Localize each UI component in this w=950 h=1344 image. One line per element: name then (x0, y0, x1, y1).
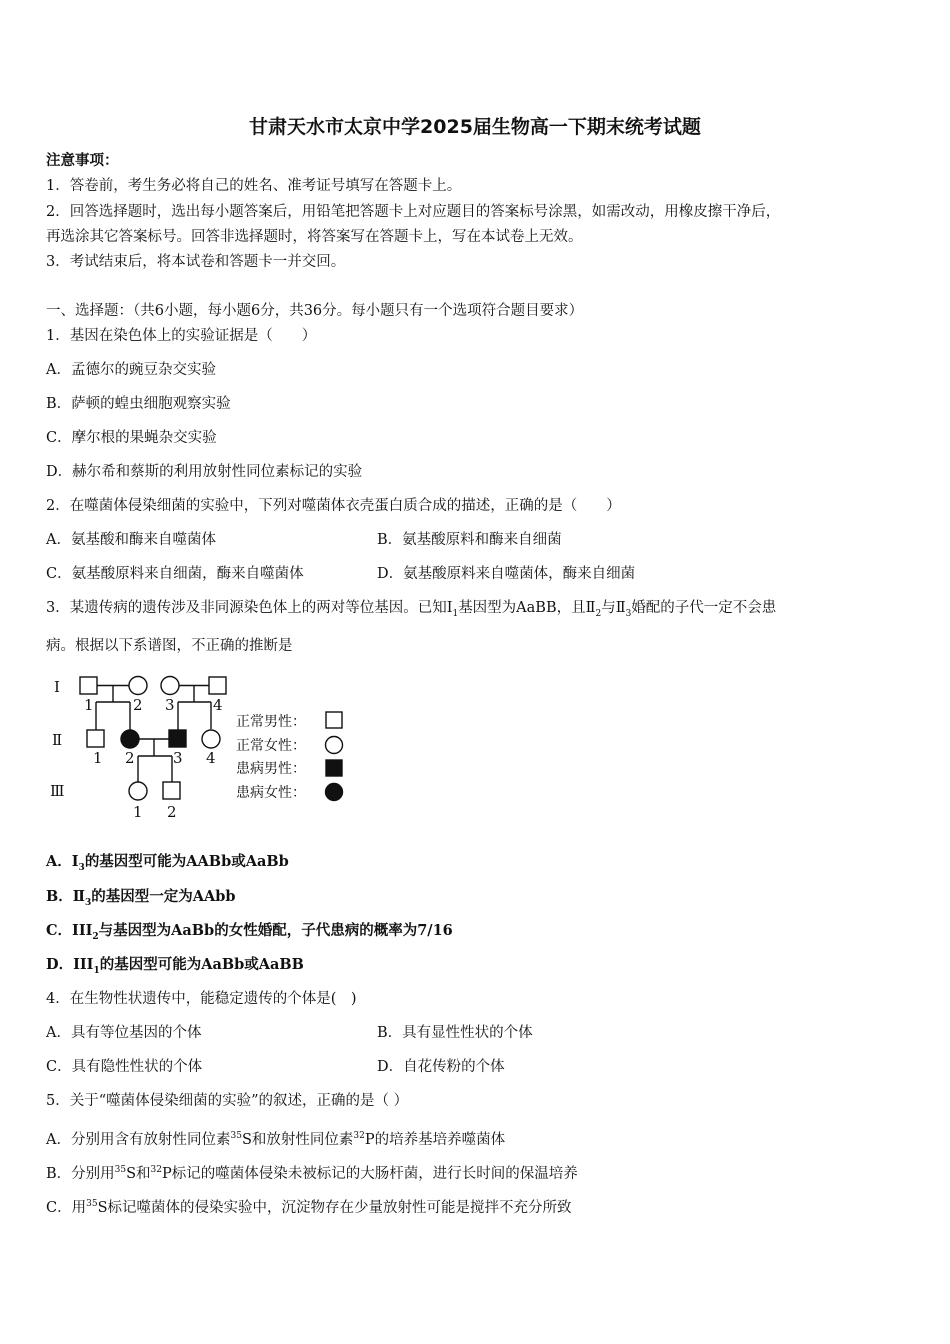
gen2-number: 2 (125, 749, 135, 767)
gen3-female-1 (129, 782, 147, 800)
gen2-affected-female-2 (121, 730, 139, 748)
q3-stem-part: 与Ⅱ (601, 600, 626, 616)
superscript: 32 (150, 1165, 162, 1175)
notice-item: 2．回答选择题时，选出每小题答案后，用铅笔把答题卡上对应题目的答案标号涂黑，如需改动，用橡皮擦干净后， (46, 204, 781, 220)
notice-item: 再选涂其它答案标号。回答非选择题时，将答案写在答题卡上，写在本试卷上无效。 (46, 229, 583, 245)
q3-stem-part: 基因型为AaBB，且Ⅱ (458, 600, 596, 616)
q5-option-a (46, 1126, 505, 1150)
legend-normal-male-icon (326, 712, 342, 728)
option-text: C．III (46, 922, 93, 939)
subscript: 3 (78, 862, 85, 873)
question-3-stem-line2: 病。根据以下系谱图，不正确的推断是 (46, 638, 293, 654)
subscript: 3 (84, 897, 92, 908)
gen-label-2: Ⅱ (52, 731, 63, 749)
option-text: S标记噬菌体的侵染实验中，沉淀物存在少量放射性可能是搅拌不充分所致 (97, 1199, 572, 1216)
legend-affected-male-icon (326, 760, 342, 776)
legend-normal-female-icon (326, 737, 343, 754)
q3-option-d (46, 955, 304, 981)
q2-option-d: D．氨基酸原料来自噬菌体，酶来自细菌 (377, 566, 636, 582)
legend-label: 正常男性： (236, 714, 306, 730)
option-text: S和 (126, 1165, 151, 1182)
option-text: C．用 (46, 1199, 87, 1216)
q3-option-c (46, 921, 453, 947)
question-1-stem: 1．基因在染色体上的实验证据是（ ） (46, 328, 317, 344)
gen3-male-2 (163, 782, 180, 799)
subscript: 2 (595, 608, 602, 619)
option-text: 的基因型可能为AaBb或AaBB (99, 956, 304, 973)
question-4-stem: 4．在生物性状遗传中，能稳定遗传的个体是( ) (46, 991, 357, 1007)
q3-stem-part: 3．某遗传病的遗传涉及非同源染色体上的两对等位基因。已知I (46, 600, 453, 616)
gen1-female-2 (129, 677, 147, 695)
q3-stem-part: 婚配的子代一定不会患 (631, 600, 777, 616)
gen2-female-4 (202, 730, 220, 748)
gen2-affected-male-3 (169, 730, 186, 747)
superscript: 32 (353, 1131, 365, 1141)
gen3-number: 1 (133, 803, 143, 821)
section-heading: 一、选择题：（共6小题，每小题6分，共36分。每小题只有一个选项符合题目要求） (46, 303, 584, 319)
gen2-male-1 (87, 730, 104, 747)
superscript: 35 (230, 1131, 242, 1141)
option-text: D．III (46, 956, 94, 973)
gen3-number: 2 (167, 803, 177, 821)
legend-affected-female-icon (326, 784, 343, 801)
q4-option-c: C．具有隐性性状的个体 (46, 1059, 203, 1075)
q3-option-b (46, 887, 236, 913)
gen1-number: 2 (133, 696, 143, 714)
option-text: A．Ⅰ (46, 853, 79, 870)
legend-label: 患病女性： (236, 785, 306, 801)
gen1-male-1 (80, 677, 97, 694)
gen-label-1: Ⅰ (54, 678, 60, 696)
gen2-number: 3 (173, 749, 183, 767)
gen2-number: 4 (206, 749, 216, 767)
q4-option-d: D．自花传粉的个体 (377, 1059, 505, 1075)
notice-heading: 注意事项： (46, 152, 119, 169)
q3-option-a (46, 852, 289, 878)
gen-label-3: Ⅲ (50, 782, 65, 800)
superscript: 35 (86, 1199, 98, 1209)
question-5-stem: 5．关于“噬菌体侵染细菌的实验”的叙述，正确的是（ ） (46, 1093, 409, 1109)
q4-option-b: B．具有显性性状的个体 (377, 1025, 533, 1041)
gen1-female-3 (161, 677, 179, 695)
legend-label: 患病男性： (236, 761, 306, 777)
q5-option-c (46, 1194, 572, 1218)
question-3-stem (46, 598, 776, 624)
pedigree-chart (44, 672, 364, 832)
q5-option-b (46, 1160, 578, 1184)
option-text: B．分别用 (46, 1165, 115, 1182)
option-text: 的基因型一定为AAbb (91, 888, 236, 905)
question-2-stem: 2．在噬菌体侵染细菌的实验中，下列对噬菌体衣壳蛋白质合成的描述，正确的是（ ） (46, 498, 621, 514)
legend-label: 正常女性： (236, 738, 306, 754)
subscript: 3 (625, 608, 632, 619)
option-text: 的基因型可能为AABb或AaBb (84, 853, 289, 870)
subscript: 1 (452, 608, 459, 619)
option-text: P的培养基培养噬菌体 (364, 1131, 506, 1148)
subscript: 2 (92, 931, 99, 942)
option-text: 与基因型为AaBb的女性婚配，子代患病的概率为7/16 (98, 922, 453, 939)
q2-option-c: C．氨基酸原料来自细菌，酶来自噬菌体 (46, 566, 304, 582)
notice-item: 3．考试结束后，将本试卷和答题卡一并交回。 (46, 254, 346, 270)
q1-option-a: A．孟德尔的豌豆杂交实验 (46, 362, 216, 378)
q2-option-a: A．氨基酸和酶来自噬菌体 (46, 532, 216, 548)
option-text: B．Ⅱ (46, 888, 85, 905)
superscript: 35 (114, 1165, 127, 1175)
option-text: P标记的噬菌体侵染未被标记的大肠杆菌，进行长时间的保温培养 (162, 1165, 578, 1182)
gen2-number: 1 (93, 749, 103, 767)
gen1-number: 4 (213, 696, 223, 714)
option-text: S和放射性同位素 (241, 1131, 354, 1148)
subscript: 1 (93, 965, 100, 976)
q4-option-a: A．具有等位基因的个体 (46, 1025, 202, 1041)
gen1-male-4 (209, 677, 226, 694)
q2-option-b: B．氨基酸原料和酶来自细菌 (377, 532, 562, 548)
q1-option-c: C．摩尔根的果蝇杂交实验 (46, 430, 217, 446)
page-title: 甘肃天水市太京中学2025届生物高一下期末统考试题 (249, 116, 701, 138)
notice-item: 1．答卷前，考生务必将自己的姓名、准考证号填写在答题卡上。 (46, 178, 462, 194)
gen1-number: 1 (84, 696, 94, 714)
q1-option-b: B．萨顿的蝗虫细胞观察实验 (46, 396, 231, 412)
gen1-number: 3 (165, 696, 175, 714)
q1-option-d: D．赫尔希和蔡斯的利用放射性同位素标记的实验 (46, 464, 363, 480)
option-text: A．分别用含有放射性同位素 (46, 1131, 231, 1148)
